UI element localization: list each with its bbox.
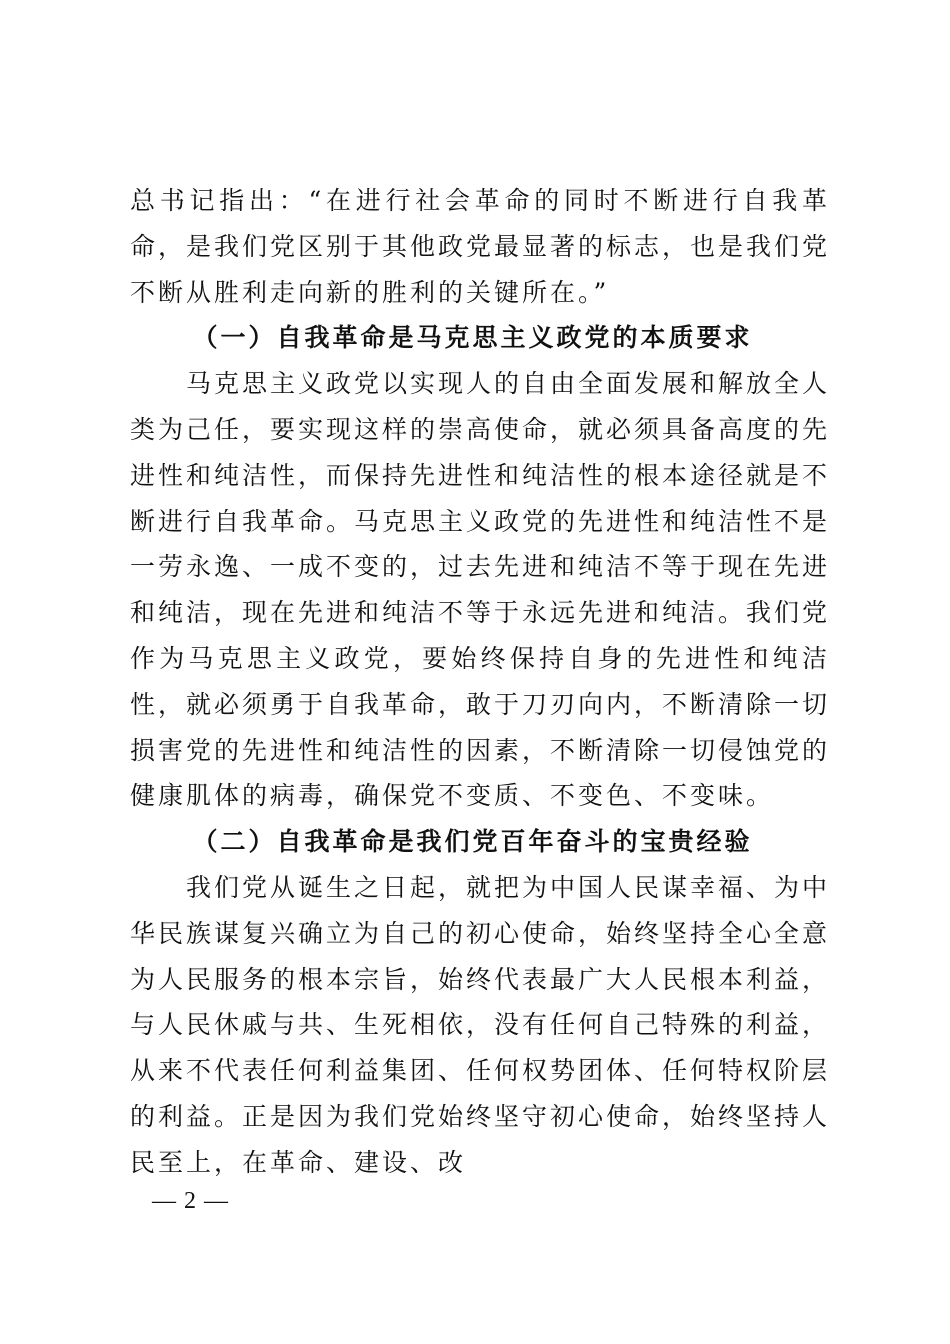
section-heading-1: （一）自我革命是马克思主义政党的本质要求: [192, 323, 753, 353]
paragraph-quote: 总书记指出：“在进行社会革命的同时不断进行自我革命，是我们党区别于其他政党最显著的标志，也是我们党不断从胜利走向新的胜利的关键所在。”: [130, 186, 831, 307]
paragraph-section-1: 马克思主义政党以实现人的自由全面发展和解放全人类为己任，要实现这样的崇高使命，就必须具备高度的先进性和纯洁性，而保持先进性和纯洁性的根本途径就是不断进行自我革命。马克思主义政党的先进性和纯洁性不是一劳永逸、一成不变的，过去先进和纯洁不等于现在先进和纯洁，现在先进和纯洁不等于永远先进和纯洁。我们党作为马克思主义政党，要始终保持自身的先进性和纯洁性，就必须勇于自我革命，敢于刀刃向内，不断清除一切损害党的先进性和纯洁性的因素，不断清除一切侵蚀党的健康肌体的病毒，确保党不变质、不变色、不变味。: [130, 369, 831, 811]
paragraph-section-2: 我们党从诞生之日起，就把为中国人民谋幸福、为中华民族谋复兴确立为自己的初心使命，始终坚持全心全意为人民服务的根本宗旨，始终代表最广大人民根本利益，与人民休戚与共、生死相依，没有任何自己特殊的利益，从来不代表任何利益集团、任何权势团体、任何特权阶层的利益。正是因为我们党始终坚守初心使命，始终坚持人民至上，在革命、建设、改: [130, 872, 831, 1177]
page-number: — 2 —: [152, 1188, 229, 1214]
document-body: [130, 178, 830, 1186]
section-heading-2: （二）自我革命是我们党百年奋斗的宝贵经验: [192, 827, 753, 857]
